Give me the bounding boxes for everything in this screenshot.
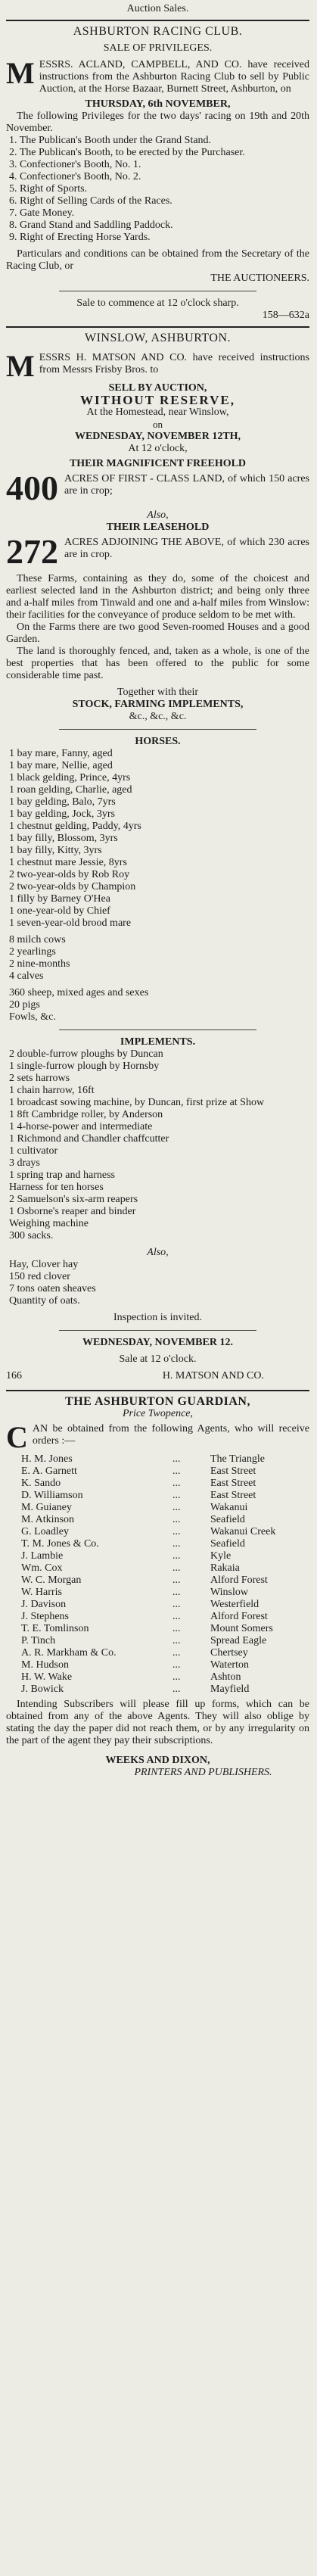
leader-dots: ... <box>172 1550 181 1562</box>
freehold-heading: THEIR MAGNIFICENT FREEHOLD <box>69 458 247 469</box>
agent-row <box>6 1671 309 1684</box>
agent-name: J. Bowick <box>21 1684 64 1695</box>
agent-place: East Street <box>210 1490 256 1501</box>
intro-text: ESSRS H. MATSON AND CO. have received instructions from Messrs Frisby Bros. to <box>39 352 309 375</box>
inspection-text: Inspection is invited. <box>113 1312 203 1323</box>
agent-place: Wakanui <box>210 1502 248 1513</box>
list-item: 1 black gelding, Prince, 4yrs <box>9 772 131 783</box>
agent-name: M. Hudson <box>21 1659 70 1671</box>
list-item: 3. Confectioner's Booth, No. 1. <box>9 159 141 170</box>
lead-text: The following Privileges for the two days' racing on 19th and 20th November. <box>6 111 309 134</box>
list-item: Weighing machine <box>9 1218 89 1229</box>
leader-dots: ... <box>172 1635 181 1646</box>
leader-dots: ... <box>172 1647 181 1659</box>
agent-name: T. E. Tomlinson <box>21 1623 89 1634</box>
leader-dots: ... <box>172 1526 181 1537</box>
list-item: 2 yearlings <box>9 946 56 958</box>
list-item: 6. Right of Selling Cards of the Races. <box>9 195 172 207</box>
implements-list <box>6 1048 309 1242</box>
list-item: 4. Confectioner's Booth, No. 2. <box>9 171 141 182</box>
agent-name: T. M. Jones & Co. <box>21 1538 99 1550</box>
list-item: Hay, Clover hay <box>9 1259 79 1270</box>
list-item: 1 roan gelding, Charlie, aged <box>9 784 132 796</box>
agent-row <box>6 1684 309 1696</box>
ad-intro <box>6 1420 309 1454</box>
list-item: 8 milch cows <box>9 934 66 945</box>
publisher-subtitle: PRINTERS AND PUBLISHERS. <box>134 1767 272 1778</box>
leader-dots: ... <box>172 1466 181 1477</box>
agent-name: W. Harris <box>21 1587 62 1598</box>
price-text: Price Twopence, <box>122 1408 194 1419</box>
list-item: 8. Grand Stand and Saddling Paddock. <box>9 220 173 231</box>
agent-row <box>6 1647 309 1659</box>
freehold-acres: 400 <box>6 469 58 507</box>
implements-heading: IMPLEMENTS. <box>120 1036 196 1048</box>
agent-place: The Triangle <box>210 1453 265 1465</box>
list-item: 9. Right of Erecting Horse Yards. <box>9 232 151 243</box>
fowls-item: Fowls, &c. <box>9 1011 56 1023</box>
list-item: 1 chestnut mare Jessie, 8yrs <box>9 857 127 868</box>
dropcap: C <box>6 1420 28 1454</box>
horses-list <box>6 748 309 930</box>
list-item: 1 one-year-old by Chief <box>9 905 110 917</box>
list-item: 2 two-year-olds by Rob Roy <box>9 869 130 880</box>
intro-text: AN be obtained from the following Agents, who will receive orders :— <box>32 1423 309 1447</box>
agent-place: Wakanui Creek <box>210 1526 276 1537</box>
agent-name: Wm. Cox <box>21 1562 63 1574</box>
cattle-list <box>6 934 309 983</box>
paragraph: The land is thoroughly fenced, and, taken as a whole, is one of the best properties that has been offered to the public for some considerable time past. <box>6 646 309 681</box>
leader-dots: ... <box>172 1671 181 1683</box>
list-item: 1 bay gelding, Jock, 3yrs <box>9 808 115 820</box>
sale-date: WEDNESDAY, NOVEMBER 12TH, <box>74 431 241 442</box>
leader-dots: ... <box>172 1514 181 1525</box>
list-item: 2 sets harrows <box>9 1073 70 1084</box>
auctioneer-name: H. MATSON AND CO. <box>162 1370 264 1381</box>
sheep-item: 360 sheep, mixed ages and sexes <box>9 987 149 998</box>
list-item: 1 Osborne's reaper and binder <box>9 1206 136 1217</box>
without-reserve: WITHOUT RESERVE, <box>80 393 235 407</box>
paragraph: These Farms, containing as they do, some of the choicest and earliest selected land in the Ashburton district; and being only three and a-half miles from Tinwald and one and a-half miles from Winslow: their facilities for the conveyance of produce seldom to be met with. <box>6 573 309 621</box>
agent-row <box>6 1599 309 1611</box>
list-item: 1 single-furrow plough by Hornsby <box>9 1061 160 1072</box>
list-item: 1 bay mare, Fanny, aged <box>9 748 113 759</box>
list-item: 300 sacks. <box>9 1230 54 1241</box>
list-item: 1 broadcast sowing machine, by Duncan, first prize at Show <box>9 1097 265 1108</box>
agent-place: Spread Eagle <box>210 1635 267 1646</box>
list-item: 1 chestnut gelding, Paddy, 4yrs <box>9 821 141 832</box>
agent-row <box>6 1490 309 1502</box>
agent-row <box>6 1550 309 1562</box>
agent-place: Alford Forest <box>210 1611 268 1622</box>
agent-name: J. Davison <box>21 1599 67 1610</box>
ad-heading: THE ASHBURTON GUARDIAN, <box>65 1395 250 1408</box>
divider <box>6 326 309 328</box>
list-item: 1 bay filly, Blossom, 3yrs <box>9 833 118 844</box>
leasehold-block <box>6 532 309 571</box>
leader-dots: ... <box>172 1538 181 1550</box>
sale-place: At the Homestead, near Winslow, <box>86 406 229 418</box>
sale-date-repeat: WEDNESDAY, NOVEMBER 12. <box>82 1337 233 1348</box>
list-item: 2. The Publican's Booth, to be erected by the Purchaser. <box>9 147 245 158</box>
agent-row <box>6 1502 309 1514</box>
agent-name: H. M. Jones <box>21 1453 73 1465</box>
agent-place: East Street <box>210 1466 256 1477</box>
list-item: 1 seven-year-old brood mare <box>9 917 132 929</box>
dropcap: M <box>6 349 35 383</box>
intro-text: ESSRS. ACLAND, CAMPBELL, AND CO. have received instructions from the Ashburton Racing Club to sell by Public Auction, at the Horse Bazaar, Burnett Street, Ashburton, on <box>39 59 309 95</box>
agent-place: Rakaia <box>210 1562 240 1574</box>
list-item: 1 bay filly, Kitty, 3yrs <box>9 845 102 856</box>
leasehold-acres: 272 <box>6 532 58 571</box>
agent-name: J. Stephens <box>21 1611 69 1622</box>
leader-dots: ... <box>172 1453 181 1465</box>
dropcap: M <box>6 56 35 90</box>
leasehold-text: ACRES ADJOINING THE ABOVE, of which 230 acres are in crop. <box>64 537 309 560</box>
auctioneers: THE AUCTIONEERS. <box>210 273 309 284</box>
list-item: 1 8ft Cambridge roller, by Anderson <box>9 1109 163 1120</box>
ad-heading: WINSLOW, ASHBURTON. <box>85 332 231 344</box>
agent-name: P. Tinch <box>21 1635 56 1646</box>
agent-name: E. A. Garnett <box>21 1466 77 1477</box>
privileges-list <box>6 135 309 244</box>
ad-reference: 158—632a <box>262 310 309 321</box>
list-item: 4 calves <box>9 970 44 982</box>
agent-name: H. W. Wake <box>21 1671 73 1683</box>
ad-winslow-sale <box>6 332 309 1382</box>
agent-place: Kyle <box>210 1550 232 1562</box>
agent-row <box>6 1478 309 1490</box>
ad-racing-club <box>6 26 309 322</box>
agent-place: East Street <box>210 1478 256 1489</box>
leasehold-heading: THEIR LEASEHOLD <box>106 522 210 533</box>
agent-place: Chertsey <box>210 1647 248 1659</box>
ad-intro <box>6 349 309 383</box>
publisher-name: WEEKS AND DIXON, <box>105 1755 210 1766</box>
list-item: 7 tons oaten sheaves <box>9 1283 96 1294</box>
agent-place: Seafield <box>210 1514 245 1525</box>
freehold-text: ACRES OF FIRST - CLASS LAND, of which 150 acres are in crop; <box>64 473 309 497</box>
list-item: 5. Right of Sports. <box>9 183 88 195</box>
agent-name: M. Guianey <box>21 1502 72 1513</box>
leader-dots: ... <box>172 1478 181 1489</box>
divider <box>59 729 256 730</box>
agent-name: J. Lambie <box>21 1550 64 1562</box>
page-title: Auction Sales. <box>126 3 189 14</box>
list-item: 1 filly by Barney O'Hea <box>9 893 110 905</box>
agent-row <box>6 1623 309 1635</box>
leader-dots: ... <box>172 1575 181 1586</box>
commence-text: Sale to commence at 12 o'clock sharp. <box>76 297 239 309</box>
list-item: 1 Richmond and Chandler chaffcutter <box>9 1133 169 1145</box>
list-item: 1 cultivator <box>9 1145 58 1157</box>
list-item: 150 red clover <box>9 1271 70 1282</box>
agent-name: W. C. Morgan <box>21 1575 82 1586</box>
agent-name: G. Loadley <box>21 1526 69 1537</box>
agent-name: D. Williamson <box>21 1490 83 1501</box>
ad-footer <box>6 1370 309 1382</box>
leader-dots: ... <box>172 1684 181 1695</box>
sale-on: on <box>153 419 163 430</box>
also-label: Also, <box>147 1247 169 1258</box>
agent-row <box>6 1538 309 1550</box>
list-item: Harness for ten horses <box>9 1182 104 1193</box>
hay-list <box>6 1259 309 1307</box>
pigs-item: 20 pigs <box>9 999 40 1011</box>
agent-name: A. R. Markham & Co. <box>21 1647 117 1659</box>
divider <box>6 20 309 21</box>
agent-name: M. Atkinson <box>21 1514 75 1525</box>
list-item: 1 bay gelding, Balo, 7yrs <box>9 796 116 808</box>
divider <box>59 1029 256 1030</box>
agent-place: Alford Forest <box>210 1575 268 1586</box>
leader-dots: ... <box>172 1611 181 1622</box>
divider <box>6 1390 309 1391</box>
list-item: 1 spring trap and harness <box>9 1170 115 1181</box>
ad-reference: 166 <box>6 1370 22 1381</box>
list-item: 1 bay mare, Nellie, aged <box>9 760 113 771</box>
paragraph: On the Farms there are two good Seven-roomed Houses and a good Garden. <box>6 621 309 645</box>
sale-date: THURSDAY, 6th NOVEMBER, <box>85 98 231 110</box>
leader-dots: ... <box>172 1659 181 1671</box>
stock-heading: STOCK, FARMING IMPLEMENTS, <box>72 699 244 710</box>
agent-place: Mount Somers <box>210 1623 273 1634</box>
agents-list <box>6 1453 309 1696</box>
leader-dots: ... <box>172 1623 181 1634</box>
agent-place: Ashton <box>210 1671 241 1683</box>
also-label: Also, <box>147 509 169 521</box>
sale-time-repeat: Sale at 12 o'clock. <box>119 1353 197 1365</box>
ad-heading: ASHBURTON RACING CLUB. <box>73 25 243 38</box>
ad-guardian-agents <box>6 1396 309 1779</box>
divider <box>59 1330 256 1331</box>
agent-row <box>6 1526 309 1538</box>
ad-intro <box>6 56 309 95</box>
newspaper-column <box>0 3 317 1779</box>
etc-text: &c., &c., &c. <box>129 711 187 722</box>
list-item: 1 chain harrow, 16ft <box>9 1085 95 1096</box>
sale-time: At 12 o'clock, <box>128 443 188 454</box>
list-item: 2 two-year-olds by Champion <box>9 881 136 892</box>
leader-dots: ... <box>172 1490 181 1501</box>
list-item: 2 nine-months <box>9 958 70 970</box>
list-item: 7. Gate Money. <box>9 207 75 219</box>
particulars-text: Particulars and conditions can be obtained from the Secretary of the Racing Club, or <box>6 248 309 272</box>
horses-heading: HORSES. <box>135 736 181 747</box>
agent-place: Waterton <box>210 1659 249 1671</box>
list-item: 3 drays <box>9 1157 40 1169</box>
list-item: 1 4-horse-power and intermediate <box>9 1121 153 1132</box>
ad-subheading: SALE OF PRIVILEGES. <box>103 42 213 54</box>
list-item: Quantity of oats. <box>9 1295 80 1307</box>
together-text: Together with their <box>117 687 199 698</box>
agent-name: K. Sando <box>21 1478 61 1489</box>
freehold-block <box>6 469 309 507</box>
list-item: 2 double-furrow ploughs by Duncan <box>9 1048 163 1060</box>
agent-row <box>6 1514 309 1526</box>
agent-place: Westerfield <box>210 1599 260 1610</box>
agent-row <box>6 1611 309 1623</box>
agent-row <box>6 1466 309 1478</box>
leader-dots: ... <box>172 1599 181 1610</box>
subscriber-notice: Intending Subscribers will please fill up forms, which can be obtained from any of the above Agents. They will also oblige by stating the day the paper did not reach them, or by any irregularity on the part of the agent they pay their subscriptions. <box>6 1699 309 1746</box>
agent-row <box>6 1575 309 1587</box>
leader-dots: ... <box>172 1502 181 1513</box>
agent-place: Mayfield <box>210 1684 250 1695</box>
leader-dots: ... <box>172 1562 181 1574</box>
agent-row <box>6 1659 309 1671</box>
agent-row <box>6 1635 309 1647</box>
agent-row <box>6 1453 309 1466</box>
agent-row <box>6 1562 309 1575</box>
leader-dots: ... <box>172 1587 181 1598</box>
list-item: 2 Samuelson's six-arm reapers <box>9 1194 138 1205</box>
agent-row <box>6 1587 309 1599</box>
agent-place: Winslow <box>210 1587 248 1598</box>
agent-place: Seafield <box>210 1538 245 1550</box>
sell-by-auction: SELL BY AUCTION, <box>108 382 207 394</box>
list-item: 1. The Publican's Booth under the Grand Stand. <box>9 135 212 146</box>
